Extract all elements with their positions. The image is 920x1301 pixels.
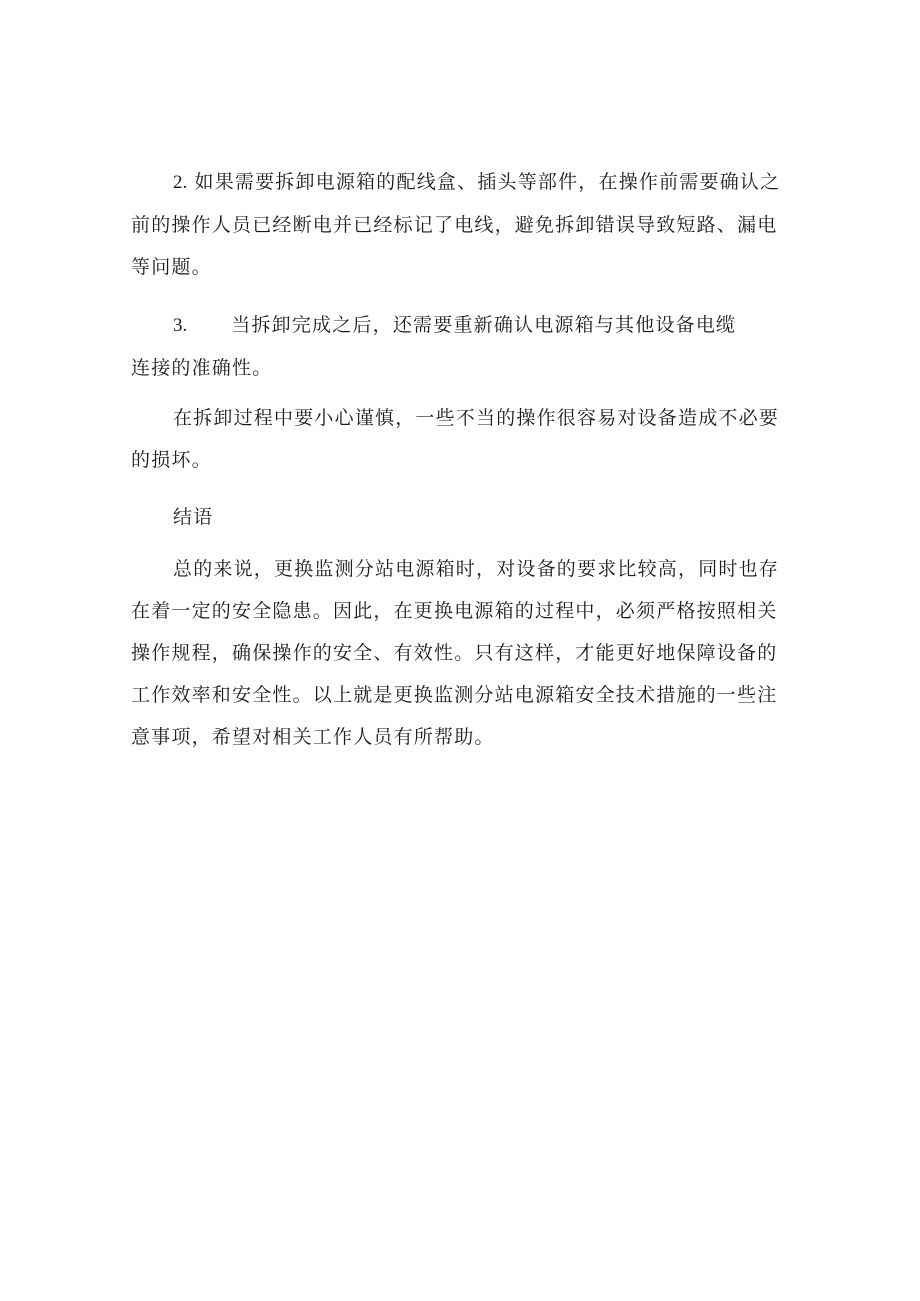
list-item-2-number: 2. <box>173 172 188 193</box>
conclusion-heading: 结语 <box>173 506 214 528</box>
caution-paragraph: 在拆卸过程中要小心谨慎，一些不当的操作很容易对设备造成不必要的损坏。 <box>131 407 780 471</box>
list-item-3-line2: 连接的准确性。 <box>131 357 273 379</box>
conclusion-paragraph: 总的来说，更换监测分站电源箱时，对设备的要求比较高，同时也存在着一定的安全隐患。因此，在更换电源箱的过程中，必须严格按照相关操作规程，确保操作的安全、有效性。只有这样，才能更好地保障设备的工作效率和安全性。以上就是更换监测分站电源箱安全技术措施的一些注意事项，希望对相关工作人员有所帮助。 <box>131 558 780 748</box>
list-item-3-line1: 当拆卸完成之后，还需要重新确认电源箱与其他设备电缆 <box>231 314 737 336</box>
list-item-2 <box>131 161 795 288</box>
list-item-3 <box>131 304 795 389</box>
list-item-2-text: 如果需要拆卸电源箱的配线盒、插头等部件，在操作前需要确认之前的操作人员已经断电并已经标记了电线，避免拆卸错误导致短路、漏电等问题。 <box>131 171 781 278</box>
list-item-3-number: 3. <box>173 315 188 336</box>
